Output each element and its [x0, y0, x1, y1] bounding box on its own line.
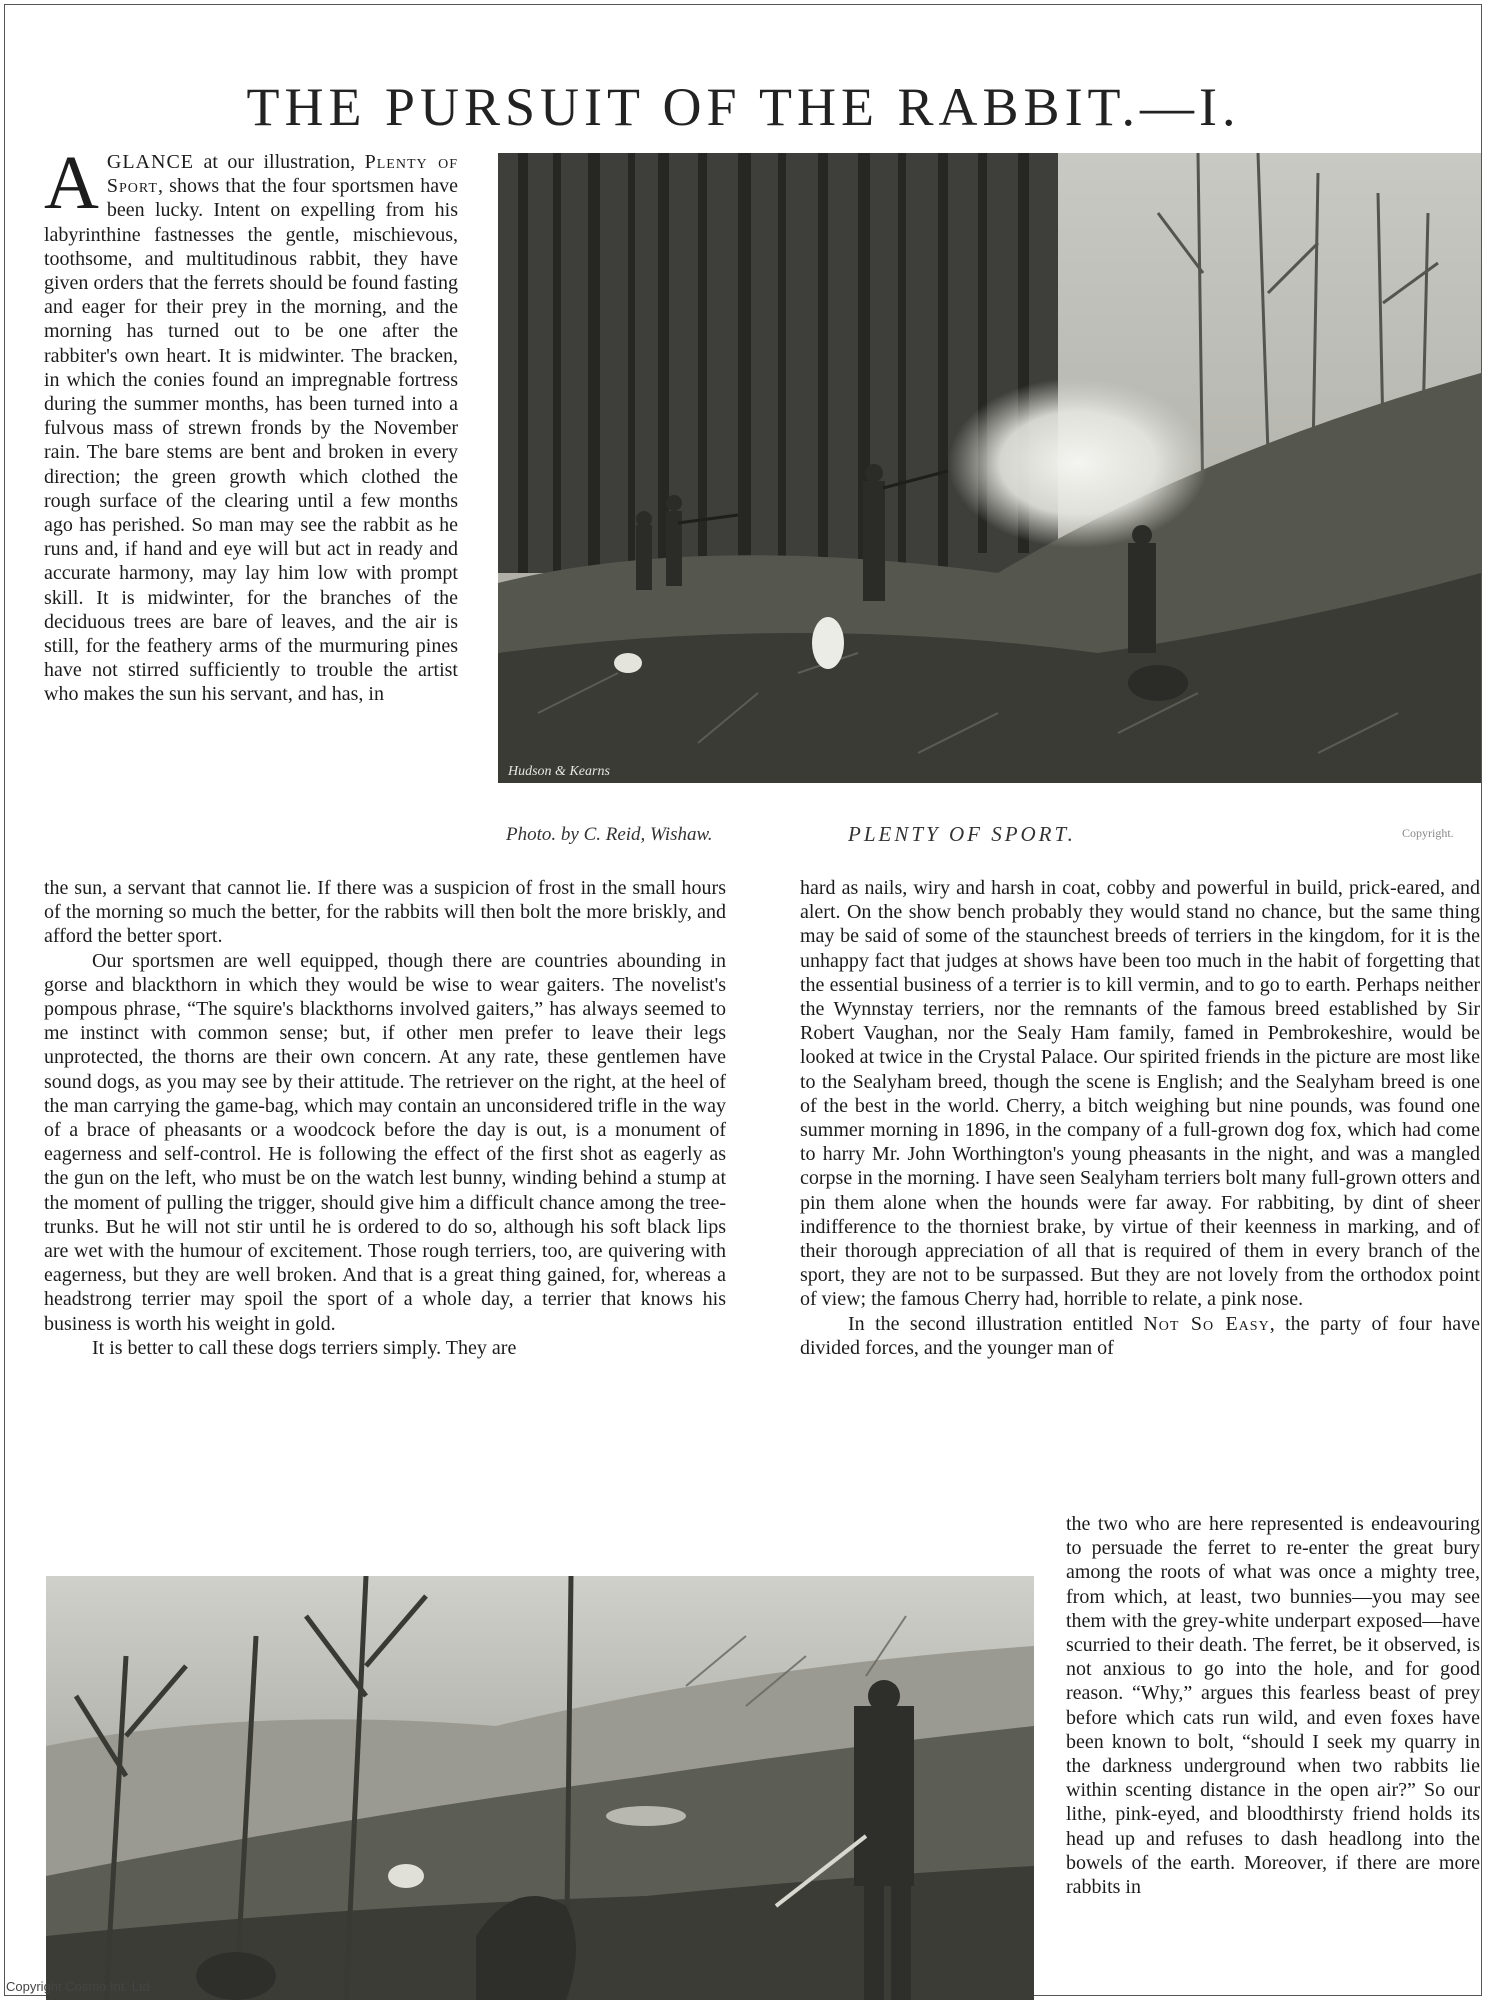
- column-1: [44, 141, 458, 707]
- column-4: [1066, 1512, 1480, 1899]
- photo-plenty-of-sport: [498, 153, 1481, 783]
- photo-caption: PLENTY OF SPORT.: [848, 822, 1076, 846]
- column-3-paragraph-2-text-a: In the second illustration entitled: [848, 1312, 1144, 1335]
- article-title: THE PURSUIT OF THE RABBIT.—I.: [246, 77, 1241, 138]
- intro-text-b: , shows that the four sportsmen have been lucky. Intent on expelling from his labyrinthine fastnesses the gentle, mischievous, toothsome, and multitudinous rabbit, they have given orders that the ferrets should be found fasting and eager for their prey in the morning, and the morning has turned out to be one after the rabbiter's own heart. It is midwinter. The bracken, in which the conies found an impregnable fortress during the summer months, has been turned into a fulvous mass of strewn fronds by the November rain. The bare stems are bent and broken in every direction; the green growth which clothed the rough surface of the clearing until a few months ago has perished. So man may see the rabbit as he runs and, if hand and eye will but act in ready and accurate harmony, may lay him low with prompt skill. It is midwinter, for the branches of the deciduous trees are bare of leaves, and the air is still, for the feathery arms of the murmuring pines have not stirred sufficiently to trouble the artist who makes the sun his servant, and has, in: [44, 175, 458, 706]
- intro-paragraph: [44, 141, 458, 707]
- column-3-paragraph-2-text-b: , the party of four have divided forces, and the younger man of: [800, 1312, 1481, 1359]
- rabbit-bury-illustration: [46, 1576, 1034, 2000]
- photo-not-so-easy: [46, 1576, 1034, 2000]
- column-4-paragraph: the two who are here represented is endeavouring to persuade the ferret to re-enter the great bury among the roots of what was once a mighty tree, from which, at least, two bunnies—you may see them with the grey-white underpart exposed—have scurried to their death. The ferret, be it observed, is not anxious to go into the hole, and for good reason. “Why,” argues this fearless beast of prey before which cats run wild, and even foxes have been known to bolt, “should I seek my quarry in the darkness underground when two rabbits lie within scenting distance in the open air?” So our lithe, pink-eyed, and bloodthirsty friend holds its head up and refuses to dash headlong into the bowels of the earth. Moreover, if there are more rabbits in: [1066, 1513, 1480, 1899]
- column-3-paragraph-2: [800, 1312, 1480, 1360]
- illustration-reference-2: Not So Easy: [1143, 1312, 1270, 1335]
- column-2-paragraph-1: the sun, a servant that cannot lie. If there was a suspicion of frost in the small hours of the morning so much the better, for the rabbits will then bolt the more briskly, and afford the better sport.: [44, 877, 726, 948]
- lead-word: GLANCE: [106, 151, 194, 173]
- engraver-mark: Hudson & Kearns: [508, 764, 610, 779]
- footer-copyright: Copyright Cosmo Int. Ltd: [6, 1979, 150, 1994]
- column-3-paragraph-1: hard as nails, wiry and harsh in coat, cobby and powerful in build, prick-eared, and alert. On the show bench probably they would stand no chance, but the same thing may be said of some of the staunchest breeds of terriers in the kingdom, for it is the unhappy fact that judges at shows have been too much in the habit of forgetting that the essential business of a terrier is to kill vermin, and to go to earth. Perhaps neither the Wynnstay terriers, nor the remnants of the famous breed established by Sir Robert Vaughan, nor the Sealy Ham family, famed in Pembrokeshire, would be looked at twice in the Crystal Palace. Our spirited friends in the picture are most like to the Sealyham breed, though the scene is English; and the Sealyham breed is one of the best in the world. Cherry, a bitch weighing but nine pounds, was found one summer morning in 1896, in the company of a full-grown dog fox, which had come to harry Mr. John Worthington's young pheasants in the night, and was a mangled corpse in the morning. I have seen Sealyham terriers bolt many full-grown otters and pin them alone when the hounds were far away. For rabbiting, by dint of sheer indifference to the thorniest brake, by virtue of their keenness in marking, and of their thorough appreciation of all that is required of them in every branch of the sport, they are not to be surpassed. But they are not lovely from the orthodox point of view; the famous Cherry had, horrible to relate, a pink nose.: [800, 877, 1480, 1311]
- forest-clearing-illustration: [498, 153, 1481, 783]
- photo-credit: Photo. by C. Reid, Wishaw.: [506, 824, 713, 845]
- illustration-reference: Plenty of Sport: [106, 151, 458, 198]
- column-3: [800, 876, 1480, 1360]
- column-2-paragraph-2: Our sportsmen are well equipped, though there are countries abounding in gorse and blackthorn in which they would be wise to wear gaiters. The novelist's pompous phrase, “The squire's blackthorns involved gaiters,” has always seemed to me instinct with common sense; but, if other men prefer to leave their legs unprotected, the thorns are their own concern. At any rate, these gentlemen have sound dogs, as you may see by their attitude. The retriever on the right, at the heel of the man carrying the game-bag, which may contain an unconsidered trifle in the way of a brace of pheasants or a woodcock before the day is out, is a monument of eagerness and self-control. He is following the effect of the first shot as eagerly as the gun on the left, who must be on the watch lest bunny, winding behind a stump at the moment of pulling the trigger, should give him a difficult chance among the tree-trunks. But he will not stir until he is ordered to do so, although his soft black lips are wet with the humour of excitement. Those rough terriers, too, are quivering with eagerness, but they are well broken. And that is a great thing gained, for, whereas a headstrong terrier may spoil the sport of a whole day, a terrier that knows his business is worth his weight in gold.: [44, 949, 726, 1335]
- photo-copyright: Copyright.: [1402, 826, 1454, 840]
- drop-cap: A: [44, 141, 99, 225]
- intro-text-a: at our illustration,: [194, 151, 365, 173]
- column-2: [44, 876, 726, 1360]
- column-2-paragraph-3: It is better to call these dogs terriers simply. They are: [92, 1336, 517, 1359]
